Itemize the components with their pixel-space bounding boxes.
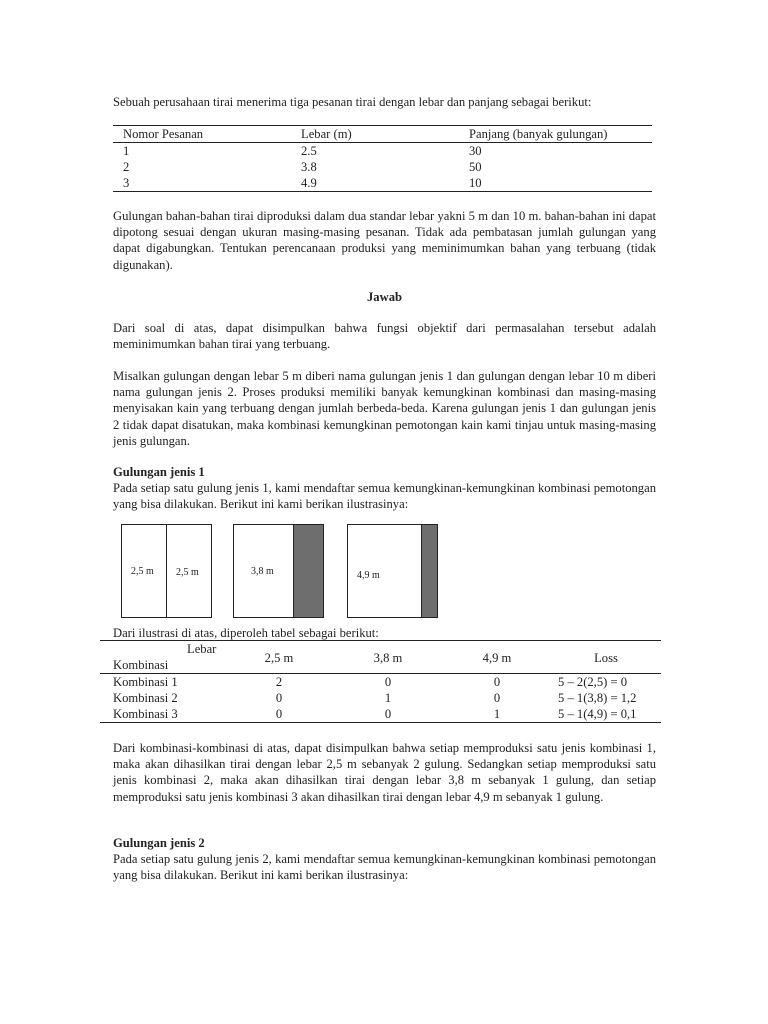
section-1-heading: Gulungan jenis 1 <box>113 465 205 479</box>
width-label: 2,5 m <box>176 567 199 578</box>
conclusion-text: Dari kombinasi-kombinasi di atas, dapat disimpulkan bahwa setiap memproduksi satu jenis kombinasi 1, maka akan dihasilkan tirai dengan lebar 2,5 m sebanyak 2 gulung. Sedangkan setiap memproduksi satu jenis kombinasi 2, maka akan dihasilkan tirai dengan lebar 3,8 m sebanyak 1 gulung, dan setiap memproduksi satu jenis kombinasi 3 akan dihasilkan tirai dengan lebar 4,9 m sebanyak 1 gulung. <box>113 741 656 804</box>
intro-text: Sebuah perusahaan tirai menerima tiga pesanan tirai dengan lebar dan panjang sebagai berikut: <box>113 95 592 109</box>
comb-cell: 0 <box>493 691 501 705</box>
waste-area <box>293 525 323 617</box>
orders-cell: 50 <box>469 160 482 174</box>
table-bottom-rule <box>100 722 661 723</box>
table-bottom-rule <box>113 191 652 192</box>
comb-cell: 1 <box>384 691 392 705</box>
comb-cell: 1 <box>493 707 501 721</box>
orders-cell: 2.5 <box>301 144 317 158</box>
section-2-text: Pada setiap satu gulung jenis 2, kami mendaftar semua kemungkinan-kemungkinan kombinasi pemotongan yang bisa dilakukan. Berikut ini kami berikan ilustrasinya: <box>113 852 656 883</box>
orders-cell: 3 <box>123 176 130 190</box>
orders-header-nomor: Nomor Pesanan <box>123 127 204 141</box>
width-label: 2,5 m <box>131 566 154 577</box>
comb-header: 3,8 m <box>373 651 403 665</box>
table-intro-text: Dari ilustrasi di atas, diperoleh tabel sebagai berikut: <box>113 626 379 640</box>
answer-paragraph-1: Dari soal di atas, dapat disimpulkan bahwa fungsi objektif dari permasalahan tersebut adalah meminimumkan bahan tirai yang terbuang. <box>113 321 656 352</box>
comb-cell: Kombinasi 2 <box>113 691 178 705</box>
comb-cell: Kombinasi 3 <box>113 707 178 721</box>
cut-line <box>166 524 167 617</box>
answer-paragraph-2: Misalkan gulungan dengan lebar 5 m diberi nama gulungan jenis 1 dan gulungan dengan lebar 10 m diberi nama gulungan jenis 2. Proses produksi memiliki banyak kemungkinan kombinasi dan masing-masing menyisakan kain yang terbuang dengan jumlah berbeda-beda. Karena gulungan jenis 1 dan gulungan jenis 2 tidak dapat disatukan, maka kombinasi kemungkinan pemotongan kain kami tinjau untuk masing-masing jenis gulungan. <box>113 369 656 448</box>
width-label: 4,9 m <box>357 570 380 581</box>
comb-header: 2,5 m <box>264 651 294 665</box>
comb-cell: 0 <box>493 675 501 689</box>
orders-cell: 2 <box>123 160 130 174</box>
orders-cell: 30 <box>469 144 482 158</box>
corner-header-lebar: Lebar <box>187 642 217 656</box>
comb-cell: 5 – 1(3,8) = 1,2 <box>558 691 637 705</box>
orders-cell: 1 <box>123 144 130 158</box>
comb-cell: 0 <box>275 691 283 705</box>
section-1-text: Pada setiap satu gulung jenis 1, kami mendaftar semua kemungkinan-kemungkinan kombinasi pemotongan yang bisa dilakukan. Berikut ini kami berikan ilustrasinya: <box>113 481 656 512</box>
comb-cell: 2 <box>275 675 283 689</box>
orders-header-panjang: Panjang (banyak gulungan) <box>469 127 608 141</box>
width-label: 3,8 m <box>251 566 274 577</box>
orders-header-lebar: Lebar (m) <box>301 127 352 141</box>
waste-area <box>421 525 437 617</box>
corner-header-kombinasi: Kombinasi <box>113 658 169 672</box>
comb-cell: 5 – 1(4,9) = 0,1 <box>558 707 637 721</box>
orders-cell: 10 <box>469 176 482 190</box>
orders-cell: 3.8 <box>301 160 317 174</box>
answer-heading: Jawab <box>367 290 402 304</box>
comb-cell: 5 – 2(2,5) = 0 <box>558 675 628 689</box>
comb-cell: Kombinasi 1 <box>113 675 178 689</box>
table-header-rule <box>113 142 652 143</box>
comb-cell: 0 <box>384 707 392 721</box>
comb-header: 4,9 m <box>482 651 512 665</box>
section-2-heading: Gulungan jenis 2 <box>113 836 205 850</box>
problem-text: Gulungan bahan-bahan tirai diproduksi dalam dua standar lebar yakni 5 m dan 10 m. bahan-bahan ini dapat dipotong sesuai dengan ukuran masing-masing pesanan. Tidak ada pembatasan jumlah gulungan yang dapat digabungkan. Tentukan perencanaan produksi yang meminimumkan bahan yang terbuang (tidak digunakan). <box>113 209 656 272</box>
comb-cell: 0 <box>384 675 392 689</box>
comb-cell: 0 <box>275 707 283 721</box>
comb-header: Loss <box>594 651 618 665</box>
orders-cell: 4.9 <box>301 176 317 190</box>
table-top-rule <box>100 640 661 641</box>
